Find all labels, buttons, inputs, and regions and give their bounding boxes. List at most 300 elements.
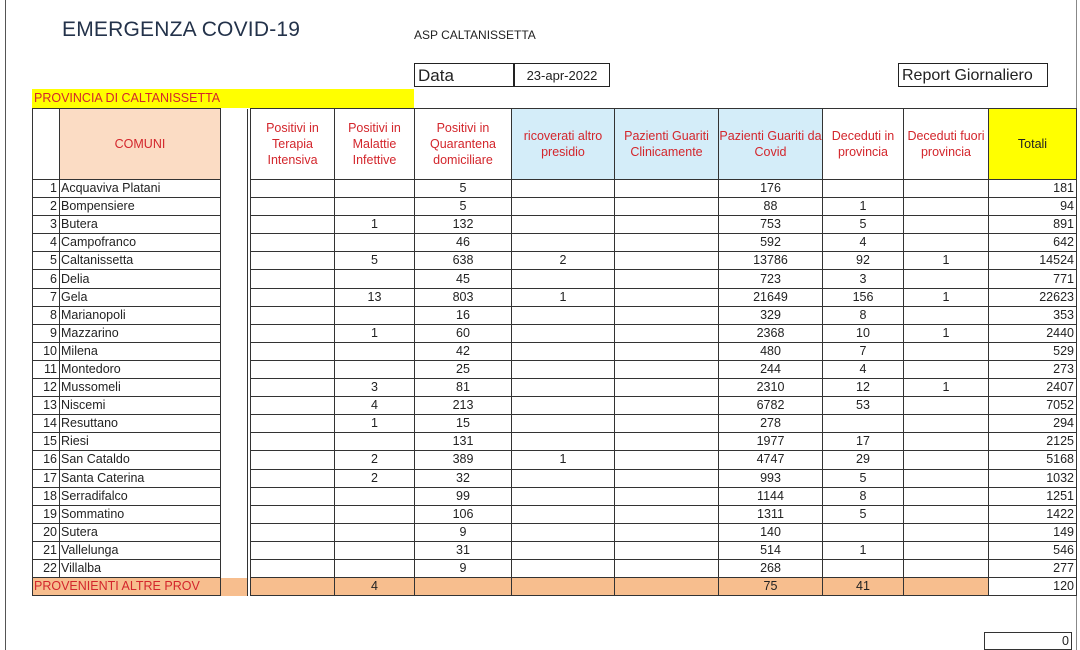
cell-deceduti-fuori (904, 397, 989, 415)
cell-totale: 7052 (989, 397, 1077, 415)
cell-deceduti-fuori (904, 198, 989, 216)
cell-malattie-infettive (335, 342, 415, 360)
cell-totale: 277 (989, 559, 1077, 577)
cell-guariti-clinicamente (615, 270, 719, 288)
cell-terapia-intensiva (251, 234, 335, 252)
header-guariti-covid: Pazienti Guariti da Covid (719, 109, 823, 180)
cell-terapia-intensiva (251, 487, 335, 505)
cell-quarantena: 99 (415, 487, 512, 505)
cell-guariti-clinicamente (615, 180, 719, 198)
spacer-cell (221, 469, 248, 487)
row-number: 17 (33, 469, 60, 487)
cell-quarantena: 42 (415, 342, 512, 360)
cell-deceduti-provincia: 29 (823, 451, 904, 469)
cell-totale: 1032 (989, 469, 1077, 487)
cell-totale: 642 (989, 234, 1077, 252)
table-row (33, 270, 1077, 288)
row-number: 12 (33, 379, 60, 397)
comune-name: Sutera (60, 523, 221, 541)
spacer-cell (221, 433, 248, 451)
cell-terapia-intensiva (251, 505, 335, 523)
row-number: 20 (33, 523, 60, 541)
table-row (33, 487, 1077, 505)
table-row (33, 451, 1077, 469)
extra-total-cell: 0 (984, 632, 1072, 650)
cell-quarantena: 46 (415, 234, 512, 252)
cell-deceduti-provincia: 53 (823, 397, 904, 415)
row-number: 22 (33, 559, 60, 577)
comune-name: Caltanissetta (60, 252, 221, 270)
cell-malattie-infettive (335, 198, 415, 216)
cell-quarantena: 213 (415, 397, 512, 415)
spacer-cell (221, 216, 248, 234)
cell-ricoverati (512, 397, 615, 415)
spacer-cell (221, 270, 248, 288)
cell-deceduti-provincia: 5 (823, 505, 904, 523)
cell-guariti-covid: 4747 (719, 451, 823, 469)
table-row (33, 541, 1077, 559)
cell-deceduti-provincia (823, 559, 904, 577)
comune-name: Gela (60, 288, 221, 306)
cell-quarantena: 60 (415, 324, 512, 342)
cell-deceduti-provincia: 1 (823, 198, 904, 216)
cell-totale: 120 (989, 578, 1077, 596)
header-comuni: COMUNI (60, 109, 221, 180)
cell-quarantena: 45 (415, 270, 512, 288)
cell-deceduti-fuori: 1 (904, 252, 989, 270)
cell-guariti-covid: 176 (719, 180, 823, 198)
cell-deceduti-fuori (904, 415, 989, 433)
header-quarantena: Positivi in Quarantena domiciliare (415, 109, 512, 180)
cell-totale: 273 (989, 360, 1077, 378)
asp-label: ASP CALTANISSETTA (414, 28, 536, 42)
cell-totale: 2440 (989, 324, 1077, 342)
cell-totale: 14524 (989, 252, 1077, 270)
cell-ricoverati (512, 578, 615, 596)
cell-deceduti-fuori (904, 342, 989, 360)
header-row (33, 109, 1077, 180)
cell-ricoverati (512, 505, 615, 523)
header-deceduti-provincia: Deceduti in provincia (823, 109, 904, 180)
cell-malattie-infettive (335, 505, 415, 523)
comune-name: Mazzarino (60, 324, 221, 342)
comune-name: Bompensiere (60, 198, 221, 216)
cell-deceduti-fuori (904, 360, 989, 378)
cell-deceduti-fuori (904, 505, 989, 523)
cell-guariti-covid: 2368 (719, 324, 823, 342)
cell-guariti-clinicamente (615, 541, 719, 559)
cell-guariti-covid: 6782 (719, 397, 823, 415)
cell-terapia-intensiva (251, 342, 335, 360)
cell-guariti-covid: 592 (719, 234, 823, 252)
cell-guariti-clinicamente (615, 433, 719, 451)
cell-guariti-clinicamente (615, 306, 719, 324)
cell-deceduti-provincia: 156 (823, 288, 904, 306)
cell-malattie-infettive (335, 433, 415, 451)
cell-guariti-covid: 993 (719, 469, 823, 487)
cell-terapia-intensiva (251, 379, 335, 397)
cell-quarantena: 638 (415, 252, 512, 270)
cell-terapia-intensiva (251, 541, 335, 559)
cell-malattie-infettive (335, 523, 415, 541)
cell-terapia-intensiva (251, 288, 335, 306)
header-guariti-clinicamente: Pazienti Guariti Clinicamente (615, 109, 719, 180)
comune-name: Villalba (60, 559, 221, 577)
cell-deceduti-provincia: 3 (823, 270, 904, 288)
comune-name: Mussomeli (60, 379, 221, 397)
cell-deceduti-fuori: 1 (904, 288, 989, 306)
cell-guariti-covid: 88 (719, 198, 823, 216)
cell-totale: 529 (989, 342, 1077, 360)
cell-totale: 353 (989, 306, 1077, 324)
cell-ricoverati (512, 415, 615, 433)
cell-ricoverati (512, 469, 615, 487)
cell-terapia-intensiva (251, 180, 335, 198)
cell-terapia-intensiva (251, 415, 335, 433)
left-edge-line (5, 0, 6, 650)
cell-ricoverati (512, 541, 615, 559)
cell-deceduti-provincia: 7 (823, 342, 904, 360)
spacer-cell (221, 451, 248, 469)
cell-deceduti-fuori: 1 (904, 379, 989, 397)
row-number: 3 (33, 216, 60, 234)
cell-ricoverati (512, 306, 615, 324)
cell-totale: 891 (989, 216, 1077, 234)
cell-ricoverati (512, 198, 615, 216)
header-malattie-infettive: Positivi in Malattie Infettive (335, 109, 415, 180)
cell-guariti-covid: 140 (719, 523, 823, 541)
date-label: Data (414, 63, 514, 87)
header-terapia-intensiva: Positivi in Terapia Intensiva (251, 109, 335, 180)
cell-terapia-intensiva (251, 252, 335, 270)
cell-guariti-clinicamente (615, 198, 719, 216)
cell-deceduti-provincia: 17 (823, 433, 904, 451)
cell-terapia-intensiva (251, 578, 335, 596)
cell-guariti-covid: 480 (719, 342, 823, 360)
row-number: 9 (33, 324, 60, 342)
cell-terapia-intensiva (251, 324, 335, 342)
cell-deceduti-fuori (904, 180, 989, 198)
cell-guariti-covid: 2310 (719, 379, 823, 397)
cell-deceduti-provincia: 92 (823, 252, 904, 270)
row-number: 10 (33, 342, 60, 360)
cell-deceduti-provincia (823, 180, 904, 198)
table-row (33, 198, 1077, 216)
date-value[interactable]: 23-apr-2022 (514, 63, 610, 87)
cell-quarantena: 25 (415, 360, 512, 378)
cell-guariti-covid: 514 (719, 541, 823, 559)
cell-ricoverati (512, 523, 615, 541)
cell-malattie-infettive: 1 (335, 324, 415, 342)
cell-malattie-infettive: 4 (335, 397, 415, 415)
cell-deceduti-fuori (904, 559, 989, 577)
cell-deceduti-fuori (904, 306, 989, 324)
cell-totale: 294 (989, 415, 1077, 433)
cell-terapia-intensiva (251, 451, 335, 469)
cell-guariti-covid: 278 (719, 415, 823, 433)
cell-quarantena: 803 (415, 288, 512, 306)
cell-guariti-clinicamente (615, 397, 719, 415)
header-deceduti-fuori: Deceduti fuori provincia (904, 109, 989, 180)
table-row (33, 342, 1077, 360)
table-row (33, 306, 1077, 324)
cell-quarantena: 131 (415, 433, 512, 451)
comune-name: Serradifalco (60, 487, 221, 505)
comune-name: Vallelunga (60, 541, 221, 559)
cell-terapia-intensiva (251, 360, 335, 378)
cell-malattie-infettive: 5 (335, 252, 415, 270)
table-row (33, 288, 1077, 306)
cell-totale: 2407 (989, 379, 1077, 397)
comune-name: Niscemi (60, 397, 221, 415)
table-row (33, 216, 1077, 234)
cell-totale: 1251 (989, 487, 1077, 505)
spacer-cell (221, 397, 248, 415)
comune-name: Montedoro (60, 360, 221, 378)
cell-quarantena: 5 (415, 180, 512, 198)
table-row (33, 252, 1077, 270)
cell-totale: 22623 (989, 288, 1077, 306)
cell-malattie-infettive (335, 306, 415, 324)
report-title: EMERGENZA COVID-19 (62, 18, 301, 41)
cell-ricoverati (512, 324, 615, 342)
cell-malattie-infettive: 2 (335, 451, 415, 469)
spacer-cell (221, 415, 248, 433)
cell-deceduti-provincia: 5 (823, 469, 904, 487)
spacer-cell (221, 306, 248, 324)
cell-terapia-intensiva (251, 469, 335, 487)
cell-deceduti-provincia: 1 (823, 541, 904, 559)
spacer-cell (221, 234, 248, 252)
table-row (33, 505, 1077, 523)
cell-deceduti-provincia: 4 (823, 360, 904, 378)
cell-deceduti-fuori (904, 487, 989, 505)
cell-quarantena: 9 (415, 559, 512, 577)
cell-deceduti-fuori (904, 578, 989, 596)
cell-quarantena: 5 (415, 198, 512, 216)
table-row (33, 469, 1077, 487)
cell-deceduti-fuori: 1 (904, 324, 989, 342)
cell-malattie-infettive: 1 (335, 216, 415, 234)
cell-guariti-covid: 1144 (719, 487, 823, 505)
cell-guariti-clinicamente (615, 505, 719, 523)
comune-name: Riesi (60, 433, 221, 451)
cell-guariti-clinicamente (615, 288, 719, 306)
cell-malattie-infettive: 3 (335, 379, 415, 397)
table-row (33, 324, 1077, 342)
cell-guariti-clinicamente (615, 234, 719, 252)
table-row (33, 433, 1077, 451)
cell-ricoverati (512, 433, 615, 451)
cell-malattie-infettive (335, 180, 415, 198)
cell-guariti-covid: 1977 (719, 433, 823, 451)
cell-deceduti-provincia: 41 (823, 578, 904, 596)
cell-deceduti-fuori (904, 216, 989, 234)
row-number: 11 (33, 360, 60, 378)
row-number: 2 (33, 198, 60, 216)
cell-malattie-infettive (335, 360, 415, 378)
cell-guariti-clinicamente (615, 360, 719, 378)
cell-malattie-infettive: 13 (335, 288, 415, 306)
altre-label: PROVENIENTI ALTRE PROV (33, 578, 221, 596)
cell-totale: 149 (989, 523, 1077, 541)
cell-malattie-infettive (335, 559, 415, 577)
cell-deceduti-fuori (904, 451, 989, 469)
comune-name: Sommatino (60, 505, 221, 523)
cell-ricoverati (512, 234, 615, 252)
cell-deceduti-provincia: 4 (823, 234, 904, 252)
cell-quarantena: 132 (415, 216, 512, 234)
table-row (33, 415, 1077, 433)
altre-province-row (33, 578, 1077, 596)
spacer-cell (221, 523, 248, 541)
comune-name: Acquaviva Platani (60, 180, 221, 198)
cell-quarantena: 9 (415, 523, 512, 541)
table-row (33, 379, 1077, 397)
cell-deceduti-fuori (904, 469, 989, 487)
cell-guariti-clinicamente (615, 451, 719, 469)
cell-totale: 181 (989, 180, 1077, 198)
cell-deceduti-provincia: 10 (823, 324, 904, 342)
spacer-cell (221, 578, 248, 596)
row-number: 21 (33, 541, 60, 559)
spacer-cell (221, 288, 248, 306)
cell-malattie-infettive (335, 487, 415, 505)
cell-ricoverati (512, 342, 615, 360)
cell-totale: 2125 (989, 433, 1077, 451)
row-number: 1 (33, 180, 60, 198)
row-number: 19 (33, 505, 60, 523)
cell-deceduti-fuori (904, 270, 989, 288)
cell-quarantena: 81 (415, 379, 512, 397)
cell-ricoverati (512, 360, 615, 378)
cell-quarantena: 31 (415, 541, 512, 559)
header-num (33, 109, 60, 180)
cell-ricoverati (512, 216, 615, 234)
spacer-cell (221, 252, 248, 270)
cell-totale: 94 (989, 198, 1077, 216)
cell-ricoverati: 1 (512, 451, 615, 469)
cell-guariti-covid: 329 (719, 306, 823, 324)
spacer-cell (221, 487, 248, 505)
spacer-cell (221, 360, 248, 378)
comune-name: Delia (60, 270, 221, 288)
cell-deceduti-provincia (823, 415, 904, 433)
cell-terapia-intensiva (251, 523, 335, 541)
spacer-cell (221, 180, 248, 198)
table-row (33, 234, 1077, 252)
cell-ricoverati (512, 487, 615, 505)
cell-guariti-covid: 268 (719, 559, 823, 577)
cell-ricoverati: 2 (512, 252, 615, 270)
cell-deceduti-fuori (904, 433, 989, 451)
cell-malattie-infettive (335, 270, 415, 288)
cell-guariti-covid: 1311 (719, 505, 823, 523)
report-type-label: Report Giornaliero (898, 63, 1048, 87)
cell-terapia-intensiva (251, 397, 335, 415)
comune-name: Santa Caterina (60, 469, 221, 487)
table-row (33, 180, 1077, 198)
cell-deceduti-fuori (904, 234, 989, 252)
cell-malattie-infettive: 2 (335, 469, 415, 487)
cell-ricoverati (512, 379, 615, 397)
row-number: 6 (33, 270, 60, 288)
comune-name: Marianopoli (60, 306, 221, 324)
comune-name: Campofranco (60, 234, 221, 252)
cell-guariti-clinicamente (615, 559, 719, 577)
spacer-cell (221, 198, 248, 216)
header-ricoverati: ricoverati altro presidio (512, 109, 615, 180)
cell-ricoverati (512, 180, 615, 198)
cell-quarantena: 16 (415, 306, 512, 324)
covid-table (32, 108, 1077, 596)
table-row (33, 559, 1077, 577)
cell-deceduti-provincia: 5 (823, 216, 904, 234)
cell-malattie-infettive: 4 (335, 578, 415, 596)
cell-terapia-intensiva (251, 270, 335, 288)
spacer-cell (221, 379, 248, 397)
cell-guariti-clinicamente (615, 523, 719, 541)
cell-quarantena: 32 (415, 469, 512, 487)
cell-totale: 5168 (989, 451, 1077, 469)
table-row (33, 397, 1077, 415)
row-number: 16 (33, 451, 60, 469)
cell-deceduti-provincia: 12 (823, 379, 904, 397)
cell-deceduti-provincia: 8 (823, 306, 904, 324)
cell-deceduti-provincia (823, 523, 904, 541)
cell-guariti-clinicamente (615, 578, 719, 596)
cell-malattie-infettive (335, 541, 415, 559)
table-row (33, 360, 1077, 378)
comune-name: Resuttano (60, 415, 221, 433)
row-number: 13 (33, 397, 60, 415)
comune-name: San Cataldo (60, 451, 221, 469)
province-label: PROVINCIA DI CALTANISSETTA (32, 89, 414, 108)
header-totali: Totali (989, 109, 1077, 180)
cell-deceduti-fuori (904, 541, 989, 559)
cell-deceduti-provincia: 8 (823, 487, 904, 505)
cell-deceduti-fuori (904, 523, 989, 541)
cell-guariti-covid: 244 (719, 360, 823, 378)
cell-quarantena (415, 578, 512, 596)
spacer-cell (221, 324, 248, 342)
table-row (33, 523, 1077, 541)
cell-ricoverati (512, 559, 615, 577)
cell-ricoverati: 1 (512, 288, 615, 306)
spacer-cell (221, 559, 248, 577)
row-number: 15 (33, 433, 60, 451)
row-number: 7 (33, 288, 60, 306)
row-number: 14 (33, 415, 60, 433)
cell-totale: 771 (989, 270, 1077, 288)
cell-guariti-clinicamente (615, 216, 719, 234)
cell-quarantena: 15 (415, 415, 512, 433)
row-number: 18 (33, 487, 60, 505)
cell-guariti-covid: 753 (719, 216, 823, 234)
cell-guariti-clinicamente (615, 324, 719, 342)
cell-quarantena: 389 (415, 451, 512, 469)
row-number: 8 (33, 306, 60, 324)
cell-guariti-clinicamente (615, 415, 719, 433)
cell-guariti-clinicamente (615, 469, 719, 487)
cell-totale: 1422 (989, 505, 1077, 523)
cell-guariti-covid: 75 (719, 578, 823, 596)
cell-malattie-infettive (335, 234, 415, 252)
row-number: 4 (33, 234, 60, 252)
cell-terapia-intensiva (251, 198, 335, 216)
row-number: 5 (33, 252, 60, 270)
comune-name: Milena (60, 342, 221, 360)
